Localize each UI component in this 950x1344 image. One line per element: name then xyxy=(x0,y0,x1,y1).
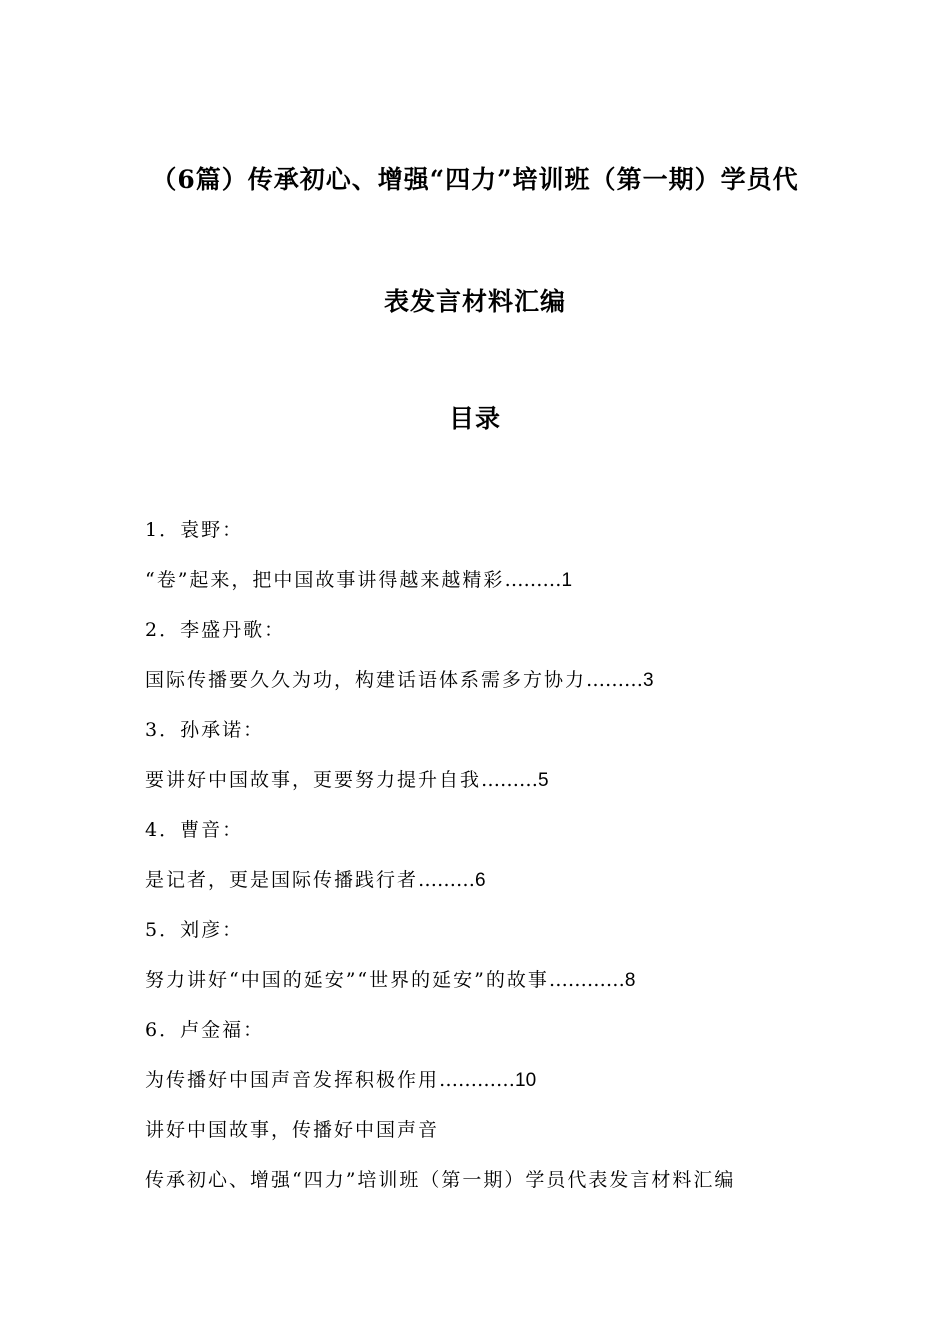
toc-page-number: 8 xyxy=(624,970,636,991)
toc-author: 3．孙承诺： xyxy=(145,719,265,741)
toc-author: 2．李盛丹歌： xyxy=(145,619,286,641)
toc-page-number: 6 xyxy=(475,870,486,891)
toc-author: 4．曹音： xyxy=(145,819,244,841)
toc-entry-title: 是记者，更是国际传播践行者 xyxy=(145,869,419,891)
toc-page-number: 3 xyxy=(643,670,654,691)
toc-entry[interactable] xyxy=(145,766,845,816)
toc-closing-line: 讲好中国故事，传播好中国声音 xyxy=(145,1119,440,1141)
toc-entry-title: 为传播好中国声音发挥积极作用 xyxy=(145,1069,440,1091)
toc-entry[interactable] xyxy=(145,666,845,716)
table-of-contents xyxy=(145,516,845,1216)
toc-author: 1．袁野： xyxy=(145,519,244,541)
toc-leader-dots: ……… xyxy=(586,669,644,691)
toc-entry-title: 国际传播要久久为功，构建话语体系需多方协力 xyxy=(145,669,587,691)
toc-entry[interactable] xyxy=(145,866,845,916)
toc-entry[interactable] xyxy=(145,966,845,1016)
toc-leader-dots: ……… xyxy=(504,569,562,591)
toc-entry-title: 要讲好中国故事，更要努力提升自我 xyxy=(145,769,482,791)
toc-page-number: 1 xyxy=(561,570,573,591)
toc-entry-title: 努力讲好“中国的延安”“世界的延安”的故事 xyxy=(145,969,549,991)
toc-entry[interactable] xyxy=(145,566,845,616)
document-title-line-2: 表发言材料汇编 xyxy=(383,287,566,316)
toc-heading: 目录 xyxy=(448,404,501,433)
toc-leader-dots: ………… xyxy=(439,1069,516,1091)
document-title-line-1: （6篇）传承初心、增强“四力”培训班（第一期）学员代 xyxy=(151,165,799,194)
toc-page-number: 10 xyxy=(515,1070,537,1091)
toc-entry-title: “卷”起来，把中国故事讲得越来越精彩 xyxy=(145,569,505,591)
toc-author: 5．刘彦： xyxy=(145,919,244,941)
toc-closing-line: 传承初心、增强“四力”培训班（第一期）学员代表发言材料汇编 xyxy=(145,1169,736,1191)
toc-entry[interactable] xyxy=(145,1066,845,1116)
toc-leader-dots: ……… xyxy=(418,869,476,891)
toc-page-number: 5 xyxy=(538,770,549,791)
toc-author: 6．卢金福： xyxy=(145,1019,265,1041)
toc-leader-dots: ……… xyxy=(481,769,539,791)
toc-leader-dots: ………… xyxy=(548,969,625,991)
